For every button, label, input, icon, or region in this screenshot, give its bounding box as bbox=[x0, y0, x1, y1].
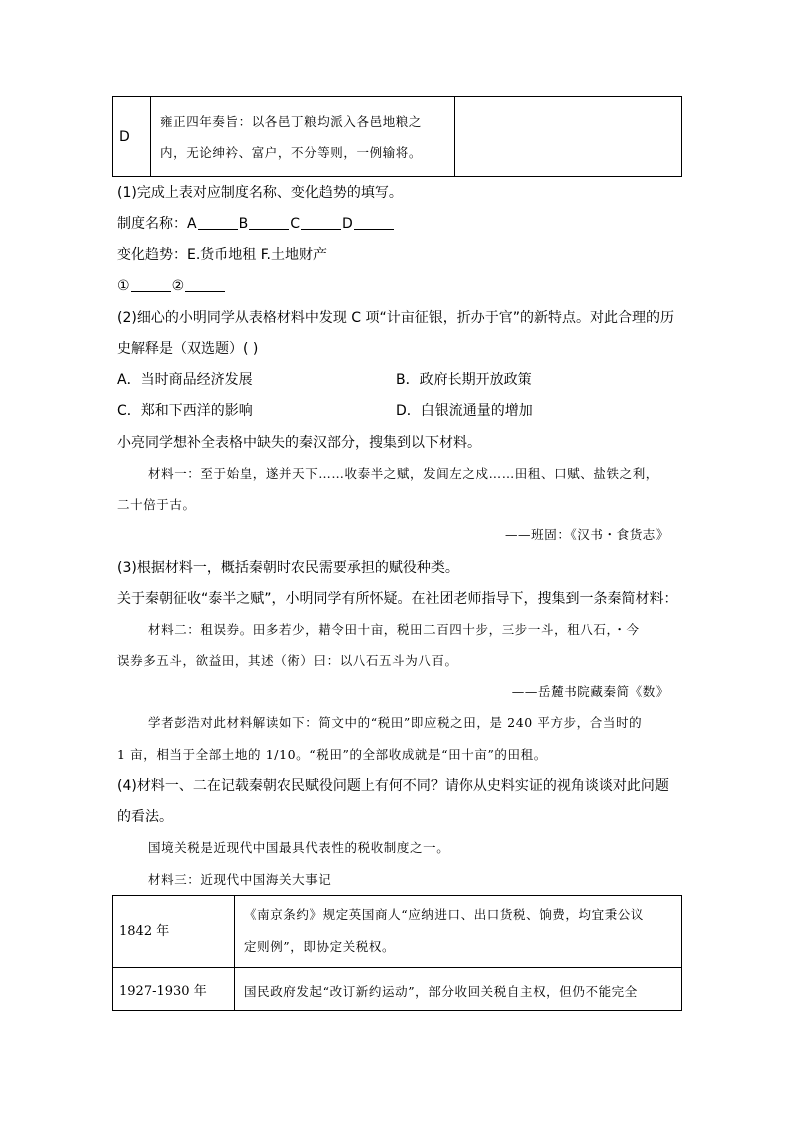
blank-c[interactable] bbox=[301, 215, 341, 230]
question-4-line2: 的看法。 bbox=[117, 809, 173, 825]
label-b: B bbox=[238, 216, 249, 232]
blank-2[interactable] bbox=[185, 277, 225, 292]
table-cell-content-line2: 内，无论绅衿、富户，不分等则，一例输将。 bbox=[160, 145, 423, 160]
material-1-line2: 二十倍于古。 bbox=[117, 497, 196, 512]
option-a[interactable]: A．当时商品经济发展 bbox=[117, 372, 253, 388]
customs-row-2-year: 1927-1930 年 bbox=[119, 984, 207, 999]
question-2-line1: (2)细心的小明同学从表格材料中发现 C 项“计亩征银，折办于官”的新特点。对此合理的历 bbox=[117, 310, 675, 326]
intro-qin-han: 小亮同学想补全表格中缺失的秦汉部分，搜集到以下材料。 bbox=[117, 435, 481, 451]
option-d[interactable]: D．白银流通量的增加 bbox=[396, 403, 533, 419]
option-c[interactable]: C．郑和下西洋的影响 bbox=[117, 403, 253, 419]
circle-label-2: ② bbox=[171, 278, 185, 294]
blank-1[interactable] bbox=[131, 277, 171, 292]
blank-b[interactable] bbox=[249, 215, 289, 230]
system-names-line bbox=[117, 215, 395, 233]
customs-row-1-line2: 定则例”，即协定关税权。 bbox=[244, 939, 396, 954]
label-c: C bbox=[290, 216, 300, 232]
customs-row-1-line1: 《南京条约》规定英国商人“应纳进口、出口货税、饷费，均宜秉公议 bbox=[244, 907, 644, 922]
customs-row-2-line1: 国民政府发起“改订新约运动”，部分收回关税自主权，但仍不能完全 bbox=[244, 984, 638, 999]
scholar-line1: 学者彭浩对此材料解读如下：简文中的“税田”即应税之田，是 240 平方步，合当时的 bbox=[148, 715, 643, 730]
intro-material-2: 关于秦朝征收“泰半之赋”，小明同学有所怀疑。在社团老师指导下，搜集到一条秦简材料： bbox=[117, 591, 678, 607]
question-4-line1: (4)材料一、二在记载秦朝农民赋役问题上有何不同？请你从史料实证的视角谈谈对此问题 bbox=[117, 778, 669, 794]
circle-blanks-line bbox=[117, 277, 226, 295]
material-2-line2: 误券多五斗，欲益田，其述（術）曰：以八石五斗为八百。 bbox=[117, 653, 458, 668]
blank-d[interactable] bbox=[354, 215, 394, 230]
table-cell-content-line1: 雍正四年奏旨：以各邑丁粮均派入各邑地粮之 bbox=[160, 114, 423, 129]
option-b[interactable]: B．政府长期开放政策 bbox=[396, 372, 532, 388]
intro-customs: 国境关税是近现代中国最具代表性的税收制度之一。 bbox=[148, 840, 450, 855]
material-2-source: ——岳麓书院藏秦简《数》 bbox=[511, 684, 669, 699]
customs-row-1-year: 1842 年 bbox=[119, 924, 170, 939]
question-2-line2: 史解释是（双选题）( ) bbox=[117, 341, 259, 357]
scholar-line2: 1 亩，相当于全部土地的 1/10。“税田”的全部收成就是“田十亩”的田租。 bbox=[117, 747, 547, 762]
material-1-source: ——班固：《汉书・食货志》 bbox=[504, 527, 669, 542]
material-1-line1: 材料一：至于始皇，遂并天下……收泰半之赋，发闾左之戍……田租、口赋、盐铁之利， bbox=[148, 466, 659, 481]
label-a: A bbox=[187, 216, 197, 232]
label-d: D bbox=[341, 216, 353, 232]
table-row-label: D bbox=[119, 129, 130, 145]
material-2-line1: 材料二：租误券。田多若少，耤令田十亩，税田二百四十步，三步一斗，租八石，・今 bbox=[148, 622, 640, 637]
material-3-title: 材料三：近现代中国海关大事记 bbox=[148, 872, 332, 887]
system-names-prefix: 制度名称： bbox=[117, 216, 187, 232]
circle-label-1: ① bbox=[117, 278, 130, 294]
question-3: (3)根据材料一，概括秦朝时农民需要承担的赋役种类。 bbox=[117, 560, 459, 576]
trend-line: 变化趋势：E.货币地租 F.土地财产 bbox=[117, 247, 327, 263]
question-1: (1)完成上表对应制度名称、变化趋势的填写。 bbox=[117, 185, 403, 201]
blank-a[interactable] bbox=[198, 215, 238, 230]
